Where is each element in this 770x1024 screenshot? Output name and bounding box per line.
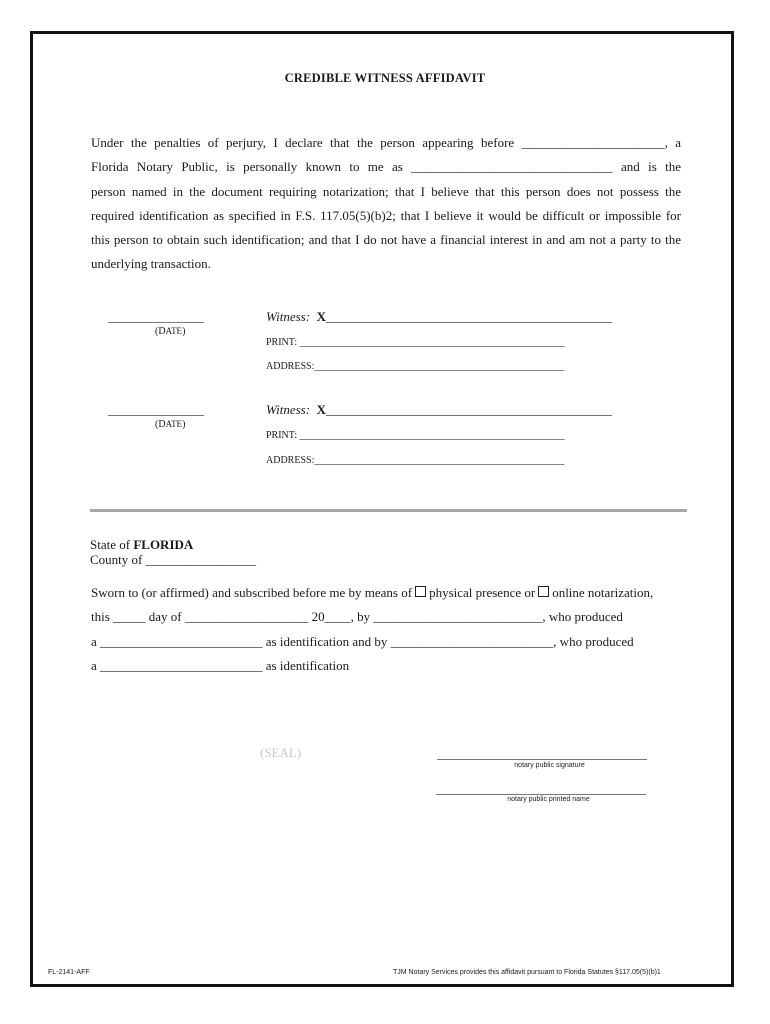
witness-2-date-label: (DATE) [155,419,186,430]
witness-2-address-field[interactable]: ADDRESS:__________________________________________________ [266,455,565,466]
notary-identification-line[interactable]: a _________________________ as identification and by _________________________, who produced [91,634,634,649]
witness-2-signature-field[interactable]: Witness: X____________________________________________ [266,402,612,417]
state-heading: State of FLORIDA [90,537,194,552]
seal-placeholder: (SEAL) [260,745,302,760]
notary-printed-name-label: notary public printed name [507,796,590,803]
paragraph-line: Florida Notary Public, is personally known to me as _______________________________ and is the [91,159,681,175]
witness-1-signature-field[interactable]: Witness: X____________________________________________ [266,309,612,324]
document-title: CREDIBLE WITNESS AFFIDAVIT [284,71,486,85]
notary-signature-field[interactable]: ___________________________________ [437,747,647,761]
physical-presence-checkbox[interactable] [415,586,426,597]
witness-1-date-field[interactable]: ________________ [108,310,204,324]
paragraph-line: person named in the document requiring notarization; that I believe that this person does not possess the [91,183,681,199]
paragraph-line: required identification as specified in F.S. 117.05(5)(b)2; that I believe it would be difficult or impossible for [91,207,681,223]
notary-identification-line-2[interactable]: a _________________________ as identification [91,658,350,673]
notary-date-line[interactable]: this _____ day of ___________________ 20____, by __________________________, who produced [91,609,623,624]
county-field[interactable]: County of _________________ [90,552,257,567]
online-notarization-checkbox[interactable] [538,586,549,597]
notarization-method-line: Sworn to (or affirmed) and subscribed before me by means of physical presence or online notarization, [91,585,654,600]
form-id: FL-2141-AFF [48,969,90,976]
section-divider [90,509,687,512]
paragraph-line: this person to obtain such identification; and that I do not have a financial interest in and am not a party to the [91,232,681,248]
witness-1-date-label: (DATE) [155,326,186,337]
witness-1-print-field[interactable]: PRINT: _____________________________________________________ [266,337,565,348]
witness-2-date-field[interactable]: ________________ [108,403,204,417]
paragraph-line: underlying transaction. [91,256,211,272]
footer-note: TJM Notary Services provides this affidavit pursuant to Florida Statutes §117.05(5)(b)1 [393,969,661,976]
declaration-paragraph [91,131,681,277]
witness-1-address-field[interactable]: ADDRESS:__________________________________________________ [266,361,565,372]
notary-signature-label: notary public signature [514,762,585,769]
paragraph-line: Under the penalties of perjury, I declare that the person appearing before ______________________, a [91,135,681,150]
notary-printed-name-field[interactable]: ___________________________________ [436,782,646,796]
witness-2-print-field[interactable]: PRINT: _____________________________________________________ [266,430,565,441]
